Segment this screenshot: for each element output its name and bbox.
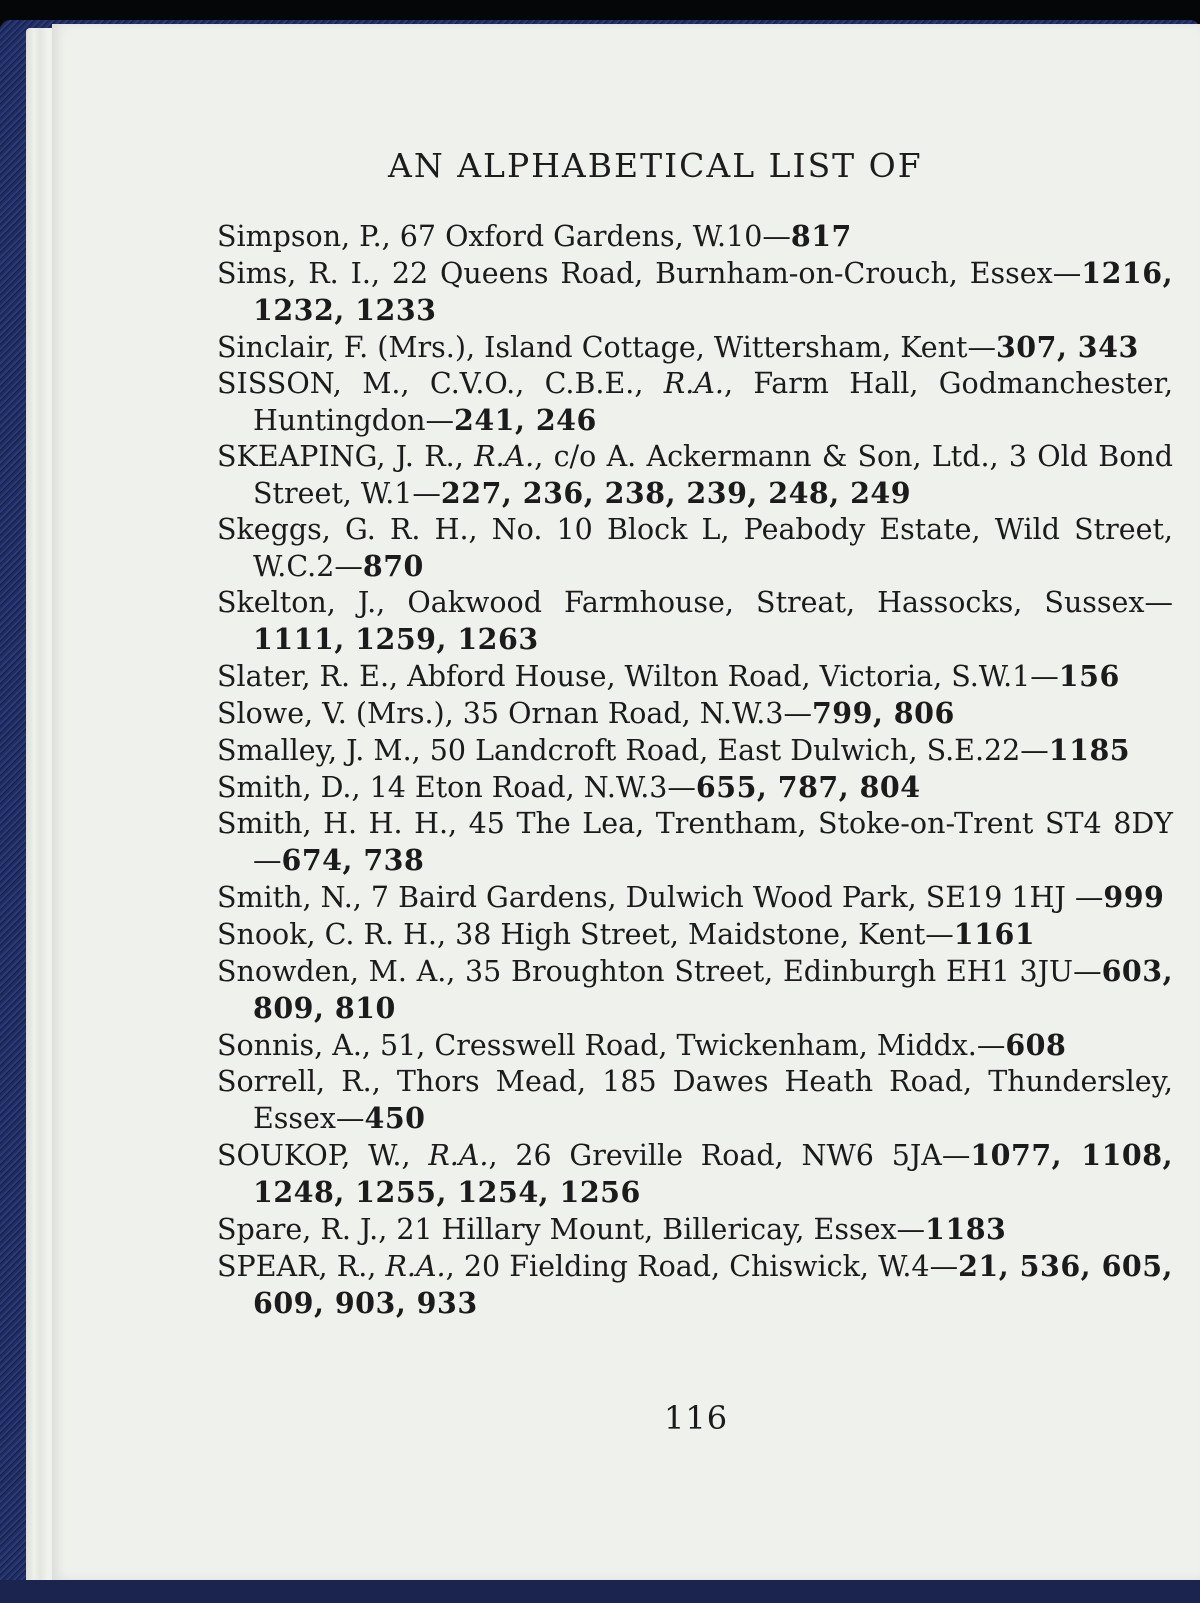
entry-catalogue-numbers: 608 — [1005, 1028, 1067, 1062]
entry-catalogue-numbers: 227, 236, 238, 239, 248, 249 — [440, 476, 912, 510]
entry-ra-title: R.A. — [428, 1139, 489, 1172]
entry-text: Snook, C. R. H., 38 High Street, Maidstone, Kent— — [217, 918, 954, 951]
entry-text-continued: , c/o A. Ackermann & Son, Ltd., 3 Old Bond Street, W.1— — [253, 440, 1173, 510]
list-entry — [217, 879, 1173, 916]
list-entry — [217, 953, 1173, 1027]
entry-catalogue-numbers: 1111, 1259, 1263 — [253, 622, 539, 656]
entry-catalogue-numbers: 655, 787, 804 — [695, 770, 921, 804]
list-entry — [217, 769, 1173, 806]
entry-text: Sorrell, R., Thors Mead, 185 Dawes Heath Road, Thundersley, Essex— — [217, 1065, 1173, 1135]
entry-text: Spare, R. J., 21 Hillary Mount, Billericay, Essex— — [217, 1213, 926, 1246]
list-entry — [217, 732, 1173, 769]
entry-text-continued: , 20 Fielding Road, Chiswick, W.4— — [445, 1250, 959, 1283]
entry-catalogue-numbers: 1216, 1232, 1233 — [253, 256, 1173, 327]
entry-text: Smalley, J. M., 50 Landcroft Road, East Dulwich, S.E.22— — [217, 734, 1049, 767]
list-entry — [217, 512, 1173, 585]
entry-ra-title: R.A. — [474, 440, 535, 473]
entry-catalogue-numbers: 817 — [790, 219, 852, 253]
list-entry — [217, 1064, 1173, 1137]
entry-catalogue-numbers: 1077, 1108, 1248, 1255, 1254, 1256 — [253, 1138, 1174, 1209]
list-entry — [217, 695, 1173, 732]
entry-text: Smith, H. H. H., 45 The Lea, Trentham, Stoke-on-Trent ST4 8DY— — [217, 807, 1173, 877]
entry-text: Sims, R. I., 22 Queens Road, Burnham-on-Crouch, Essex— — [217, 257, 1082, 290]
list-entry — [217, 218, 1173, 255]
entry-text: Sinclair, F. (Mrs.), Island Cottage, Wittersham, Kent— — [217, 331, 996, 364]
list-entry — [217, 658, 1173, 695]
cover-bottom-edge — [0, 1580, 1200, 1603]
entry-catalogue-numbers: 156 — [1058, 659, 1120, 693]
list-entry — [217, 329, 1173, 366]
entry-text: SPEAR, R., — [217, 1250, 386, 1283]
entry-catalogue-numbers: 241, 246 — [454, 403, 597, 437]
list-entry — [217, 916, 1173, 953]
entry-text: Simpson, P., 67 Oxford Gardens, W.10— — [217, 220, 791, 253]
list-entry — [217, 366, 1173, 439]
list-entry — [217, 806, 1173, 879]
entry-catalogue-numbers: 1185 — [1048, 733, 1131, 767]
entry-text-continued: , 26 Greville Road, NW6 5JA— — [488, 1139, 971, 1172]
entry-text: Smith, D., 14 Eton Road, N.W.3— — [217, 771, 696, 804]
entry-text-continued: , Farm Hall, Godmanchester, Huntingdon— — [253, 367, 1173, 437]
entry-catalogue-numbers: 1183 — [925, 1212, 1007, 1246]
entry-catalogue-numbers: 603, 809, 810 — [253, 954, 1173, 1025]
list-entry — [217, 1248, 1173, 1322]
entry-text: SKEAPING, J. R., — [217, 440, 475, 473]
entry-text: SOUKOP, W., — [217, 1139, 429, 1172]
entry-text: Skeggs, G. R. H., No. 10 Block L, Peabody Estate, Wild Street, W.C.2— — [217, 513, 1173, 583]
entry-text: Sonnis, A., 51, Cresswell Road, Twickenham, Middx.— — [217, 1029, 1006, 1062]
entry-text: Slater, R. E., Abford House, Wilton Road, Victoria, S.W.1— — [217, 660, 1059, 693]
list-entry — [217, 255, 1173, 329]
entry-ra-title: R.A. — [663, 367, 724, 400]
list-entry — [217, 439, 1173, 512]
list-entry — [217, 585, 1173, 658]
list-entry — [217, 1137, 1173, 1211]
entry-catalogue-numbers: 799, 806 — [811, 696, 955, 730]
entry-text: Skelton, J., Oakwood Farmhouse, Streat, Hassocks, Sussex— — [217, 586, 1173, 619]
list-entry — [217, 1027, 1173, 1064]
page-number: 116 — [664, 1399, 729, 1437]
entry-catalogue-numbers: 307, 343 — [995, 330, 1139, 364]
entry-catalogue-numbers: 1161 — [953, 917, 1036, 951]
entry-text: SISSON, M., C.V.O., C.B.E., — [217, 367, 664, 400]
entry-catalogue-numbers: 21, 536, 605, 609, 903, 933 — [253, 1249, 1173, 1320]
entry-catalogue-numbers: 999 — [1103, 880, 1165, 914]
entry-text: Snowden, M. A., 35 Broughton Street, Edinburgh EH1 3JU— — [217, 955, 1102, 988]
entry-text: Smith, N., 7 Baird Gardens, Dulwich Wood Park, SE19 1HJ — — [217, 881, 1104, 914]
entry-catalogue-numbers: 450 — [364, 1101, 426, 1135]
entry-catalogue-numbers: 870 — [362, 549, 424, 583]
running-head: AN ALPHABETICAL LIST OF — [388, 146, 923, 185]
list-entry — [217, 1211, 1173, 1248]
entry-text: Slowe, V. (Mrs.), 35 Ornan Road, N.W.3— — [217, 697, 812, 730]
entry-list — [217, 218, 1173, 1322]
entry-ra-title: R.A. — [385, 1250, 446, 1283]
entry-catalogue-numbers: 674, 738 — [281, 843, 425, 877]
